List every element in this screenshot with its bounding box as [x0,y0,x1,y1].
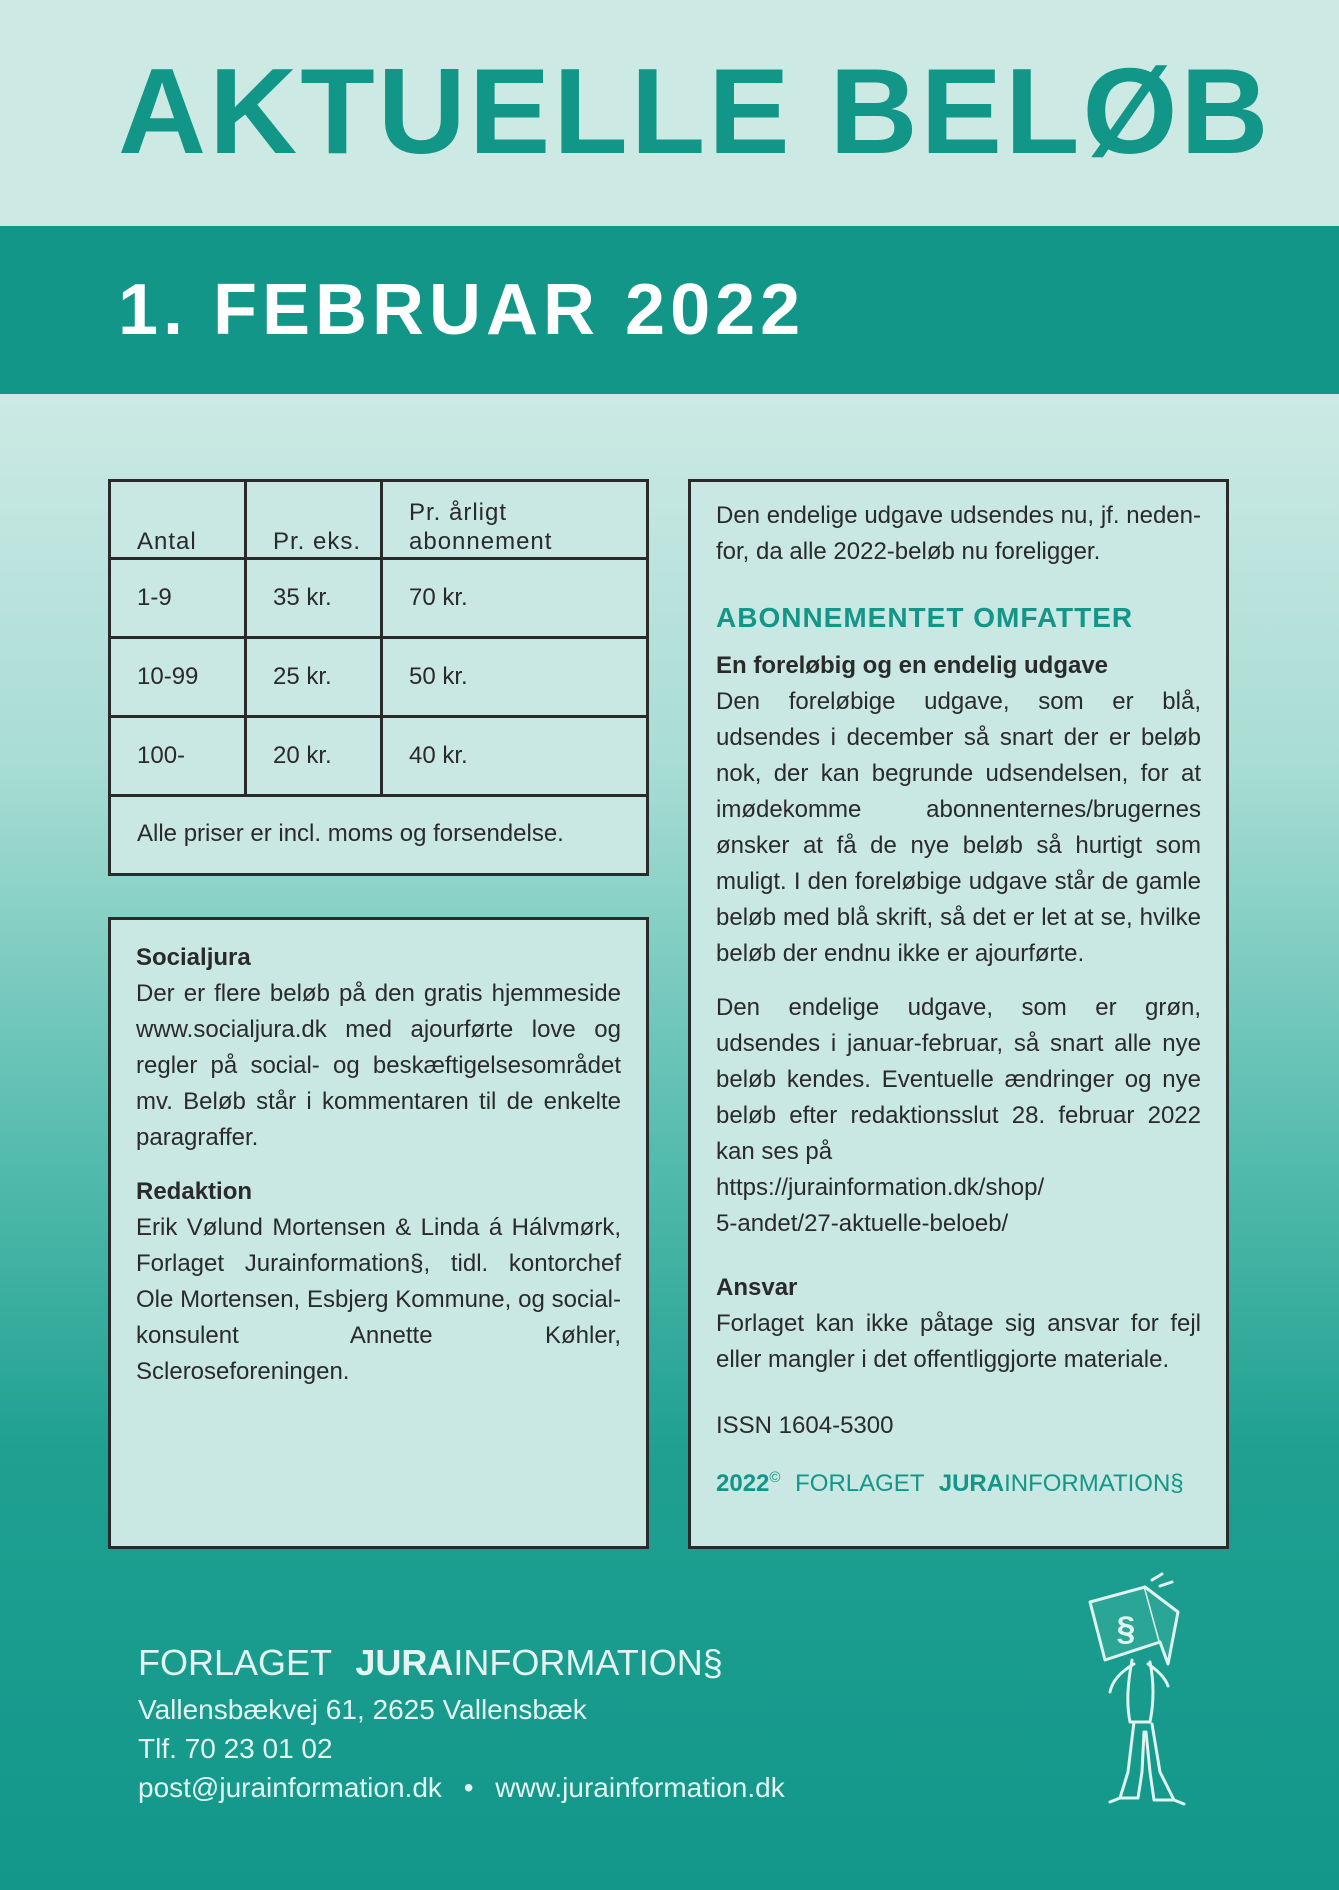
table-cell: 25 kr. [246,638,382,717]
socialjura-text: Der er flere beløb på den gratis hjemmeside www.socialjura.dk med ajourførte love og regler på social- og beskæftigelsesområdet mv. Beløb står i kommentaren til de enkelte paragraffer. [136,980,621,1151]
shop-url[interactable] [716,1170,1201,1242]
column-header: Antal [111,482,246,559]
publisher-email[interactable]: post@jurainformation.dk [138,1772,442,1803]
ansvar-heading: Ansvar [716,1274,798,1301]
date-band [0,226,1339,394]
preliminary-edition-text: Den foreløbige udgave, som er blå, udsendes i december så snart der er beløb nok, der kan begrunde udsendelsen, for at imødekomme abonnenternes/brugernes ønsker at få de nye beløb så hurtigt som muligt. I den foreløbige udgave står de gamle beløb med blå skrift, så det er let at se, hvilke beløb der endnu ikke er ajourførte. [716,688,1201,967]
copyright-forlaget: FORLAGET [795,1470,925,1497]
table-row [111,717,646,796]
table-cell: 40 kr. [382,717,647,796]
publisher-logo [138,1642,785,1684]
issn: ISSN 1604-5300 [716,1412,894,1439]
publisher-phone: Tlf. 70 23 01 02 [138,1733,333,1764]
man-reading-paragraph-book-icon [1050,1572,1220,1812]
publisher-footer [138,1642,785,1807]
publisher-website[interactable]: www.jurainformation.dk [495,1772,785,1803]
title-band [0,0,1339,218]
table-row [111,559,646,638]
brand-jura: JURA [355,1642,454,1683]
price-note: Alle priser er incl. moms og forsendelse. [111,796,646,871]
table-note-row [111,796,646,871]
price-table-box [108,479,649,876]
copyright-line [716,1460,1201,1502]
column-header: Pr. eks. [246,482,382,559]
shop-url-line-1[interactable]: https://jurainformation.dk/shop/ [716,1174,1045,1201]
table-row [111,638,646,717]
edition-subheading: En foreløbig og en endelig udgave [716,652,1109,679]
table-cell: 50 kr. [382,638,647,717]
brand-forlaget: FORLAGET [138,1642,332,1683]
copyright-year: 2022 [716,1470,770,1497]
table-cell: 70 kr. [382,559,647,638]
table-header-row [111,482,646,559]
table-cell: 10-99 [111,638,246,717]
paragraph-glyph: § [1116,1610,1136,1648]
page-title: AKTUELLE BELØB [118,43,1272,179]
table-cell: 100- [111,717,246,796]
column-header: Pr. årligt abonnement [382,482,647,559]
publisher-address: Vallensbækvej 61, 2625 Vallensbæk [138,1694,587,1725]
ansvar-text: Forlaget kan ikke påtage sig ansvar for fejl eller mangler i det offentliggjorte materiale. [716,1310,1201,1373]
section-heading: ABONNEMENTET OMFATTER [716,602,1134,633]
socialjura-heading: Socialjura [136,944,251,971]
redaktion-heading: Redaktion [136,1178,253,1205]
shop-url-line-2[interactable]: 5-andet/27-aktuelle-beloeb/ [716,1210,1009,1237]
separator-dot: • [463,1772,474,1803]
table-cell: 35 kr. [246,559,382,638]
brand-information: INFORMATION§ [453,1642,723,1683]
price-table [111,482,646,870]
final-edition-text: Den endelige udgave, som er grøn, udsendes i januar-februar, så snart alle nye beløb kendes. Eventuelle ændringer og nye beløb efter redaktionsslut 28. februar 2022 kan ses på [716,994,1201,1165]
subscription-info-box [688,479,1229,1549]
table-cell: 20 kr. [246,717,382,796]
intro-text: Den endelige udgave udsendes nu, jf. nedenfor, da alle 2022-beløb nu foreligger. [716,502,1201,565]
redaktion-text: Erik Vølund Mortensen & Linda á Hálvmørk, Forlaget Jurainformation§, tidl. kontorchef Ole Mortensen, Esbjerg Kommune, og socialkonsulent Annette Køhler, Scleroseforeningen. [136,1214,621,1385]
copyright-information: INFORMATION§ [1004,1470,1184,1497]
copyright-mark: © [769,1469,781,1486]
date-title: 1. FEBRUAR 2022 [118,270,806,350]
table-cell: 1-9 [111,559,246,638]
copyright-jura: JURA [938,1470,1005,1497]
socialjura-box [108,917,649,1549]
publisher-contact-line [138,1768,785,1807]
